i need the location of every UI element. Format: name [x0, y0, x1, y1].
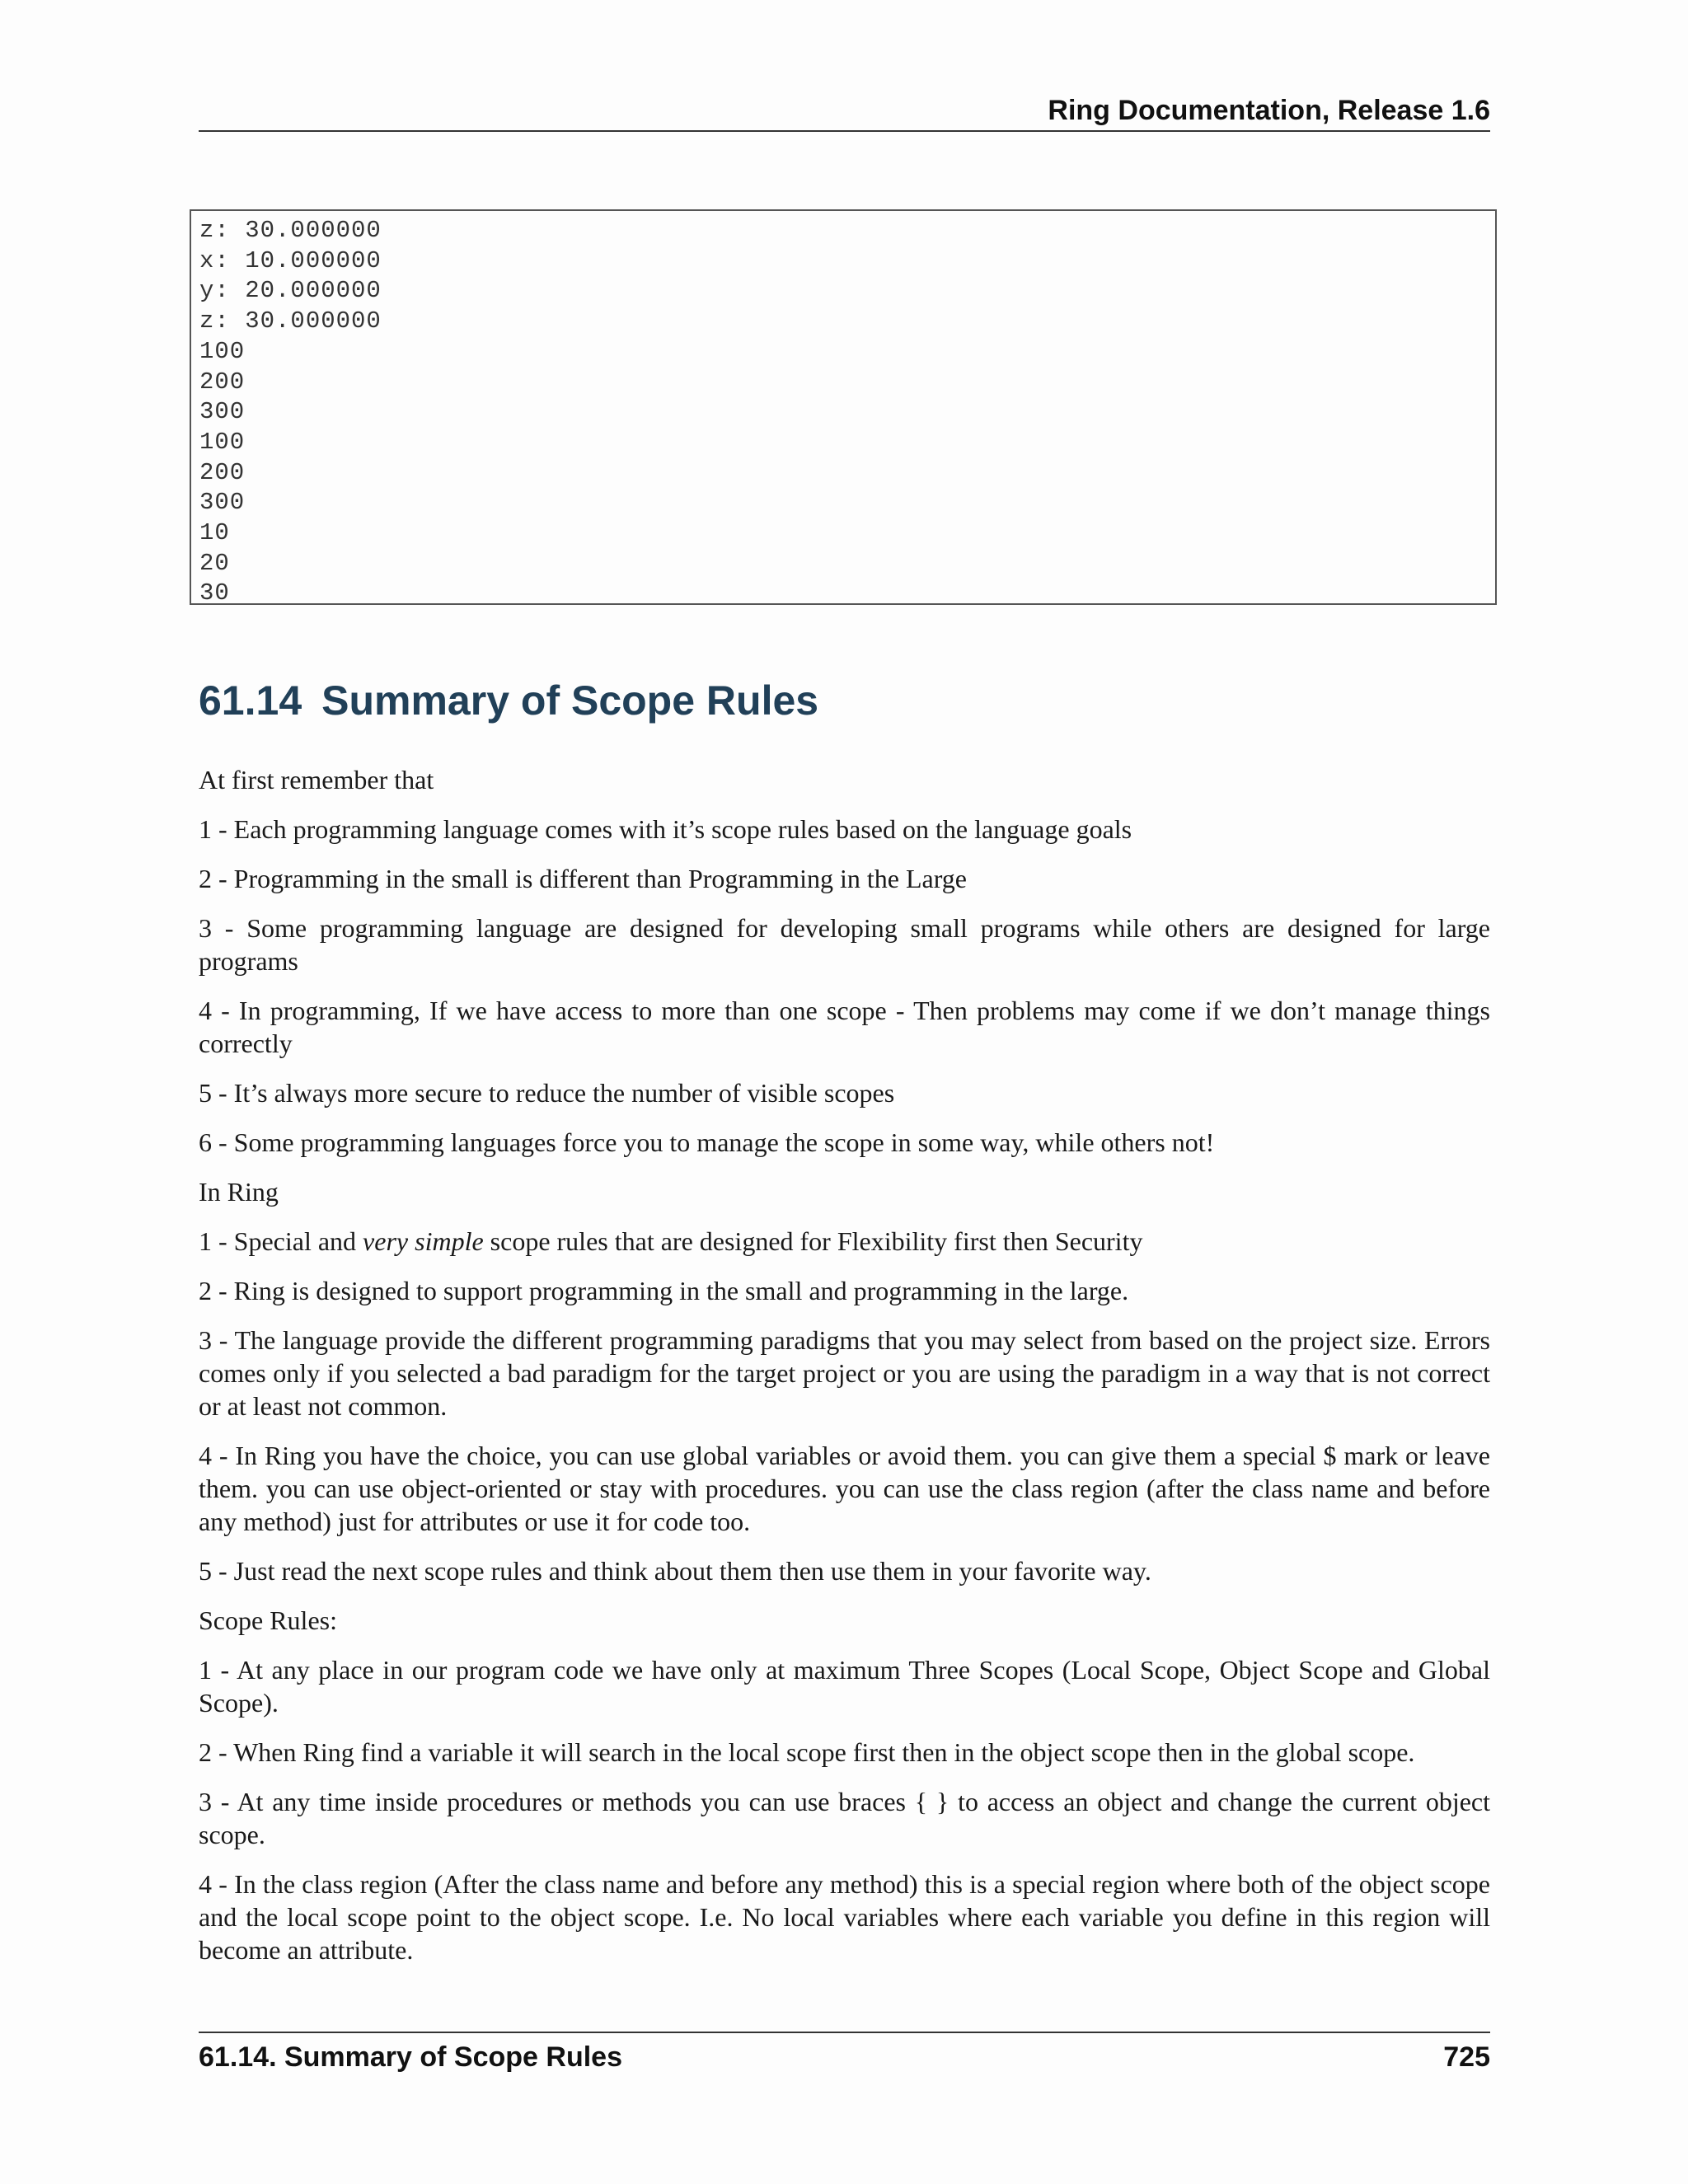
paragraph: [199, 813, 1490, 846]
code-line: z: 30.000000: [199, 307, 382, 335]
paragraph-text: Scope Rules:: [199, 1605, 337, 1635]
code-line: z: 30.000000: [199, 217, 382, 244]
paragraph: [199, 1324, 1490, 1422]
code-line: x: 10.000000: [199, 246, 382, 274]
paragraph: [199, 763, 1490, 796]
paragraph-text: In Ring: [199, 1177, 279, 1207]
paragraph: [199, 1554, 1490, 1587]
paragraph-text: 1 - Special and: [199, 1226, 363, 1256]
paragraph: [199, 1785, 1490, 1851]
section-heading: [199, 668, 818, 733]
footer-section-label: 61.14. Summary of Scope Rules: [199, 2041, 622, 2073]
code-line: 200: [199, 458, 246, 486]
paragraph: [199, 1175, 1490, 1208]
paragraph-text: 2 - Programming in the small is different than Programming in the Large: [199, 864, 967, 893]
code-line: 100: [199, 337, 246, 365]
paragraph: [199, 1225, 1490, 1258]
paragraph-text: 3 - At any time inside procedures or methods you can use braces { } to access an object and change the current object scope.: [199, 1787, 1490, 1849]
paragraph: [199, 1076, 1490, 1109]
code-line: y: 20.000000: [199, 277, 382, 305]
paragraph: [199, 1126, 1490, 1159]
paragraph-text: 5 - It’s always more secure to reduce the number of visible scopes: [199, 1078, 895, 1108]
paragraph-text: 1 - At any place in our program code we have only at maximum Three Scopes (Local Scope, Object Scope and Global Scope).: [199, 1655, 1490, 1718]
code-line: 300: [199, 489, 246, 517]
paragraph-text: 6 - Some programming languages force you to manage the scope in some way, while others not!: [199, 1127, 1215, 1157]
paragraph-text: 2 - Ring is designed to support programming in the small and programming in the large.: [199, 1276, 1129, 1305]
paragraph-text: 4 - In the class region (After the class name and before any method) this is a special region where both of the object scope and the local scope point to the object scope. I.e. No local variables where each variable you define in this region will become an attribute.: [199, 1869, 1490, 1965]
paragraph-text: 4 - In programming, If we have access to more than one scope - Then problems may come if we don’t manage things correctly: [199, 996, 1490, 1058]
paragraph-text: At first remember that: [199, 765, 434, 794]
code-line: 30: [199, 579, 230, 607]
code-line: 200: [199, 368, 246, 396]
section-title: Summary of Scope Rules: [321, 677, 819, 724]
paragraph: [199, 1653, 1490, 1719]
section-number: 61.14: [199, 677, 302, 724]
code-output-block: [190, 209, 1497, 605]
running-header: Ring Documentation, Release 1.6: [199, 91, 1490, 132]
paragraph: [199, 1274, 1490, 1307]
paragraph-text: 3 - Some programming language are designed for developing small programs while others are designed for large programs: [199, 913, 1490, 976]
emphasis-text: very simple: [363, 1226, 484, 1256]
paragraph: [199, 1604, 1490, 1637]
page-number: 725: [1443, 2041, 1490, 2073]
paragraph: [199, 1736, 1490, 1769]
paragraph-text: 3 - The language provide the different programming paradigms that you may select from based on the project size. Errors comes only if you selected a bad paradigm for the target project or you are using the paradigm in a way that is not correct or at least not common.: [199, 1325, 1490, 1421]
paragraph: [199, 1868, 1490, 1966]
section-body: [199, 763, 1490, 1983]
running-footer: [199, 2032, 1490, 2081]
code-line: 10: [199, 519, 230, 547]
paragraph-text: 1 - Each programming language comes with it’s scope rules based on the language goals: [199, 814, 1132, 844]
code-line: 300: [199, 398, 246, 426]
code-line: 100: [199, 428, 246, 456]
paragraph-text: 5 - Just read the next scope rules and think about them then use them in your favorite way.: [199, 1556, 1151, 1586]
paragraph-text: scope rules that are designed for Flexibility first then Security: [483, 1226, 1143, 1256]
paragraph: [199, 1439, 1490, 1538]
paragraph: [199, 994, 1490, 1060]
paragraph: [199, 912, 1490, 977]
paragraph: [199, 862, 1490, 895]
paragraph-text: 4 - In Ring you have the choice, you can use global variables or avoid them. you can give them a special $ mark or leave them. you can use object-oriented or stay with procedures. you can use the class region (after the class name and before any method) just for attributes or use it for code too.: [199, 1441, 1490, 1536]
code-line: 20: [199, 549, 230, 577]
paragraph-text: 2 - When Ring find a variable it will search in the local scope first then in the object scope then in the global scope.: [199, 1737, 1415, 1767]
